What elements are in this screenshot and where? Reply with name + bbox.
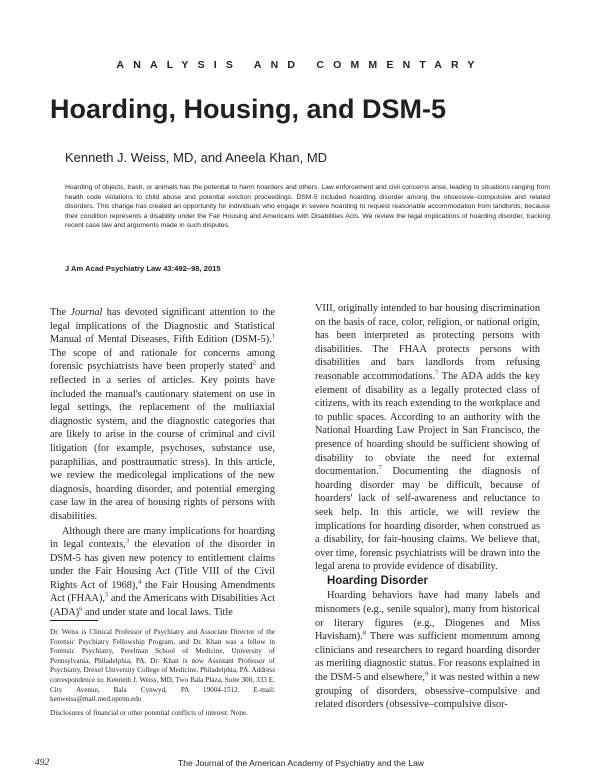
- article-abstract: Hoarding of objects, trash, or animals has the potential to harm hoarders and others. Law enforcement and civil concerns arise, leading to situations ranging from health code violations to child abuse and potential eviction proceedings. DSM-5 included hoarding disorder among the obsessive–compulsive and related disorders. This change has created an opportunity for individuals who engage in severe hoarding to request reasonable accommodation from landlords, because their condition represents a disability under the Fair Housing and Americans with Disabilities Acts. We review the legal implications of hoarding disorder, tracking recent case law and arguments made in such disputes.: [65, 184, 550, 229]
- body-paragraph-2-part-1: Although there are many implications for hoarding in legal contexts,$^3$ the elevation of the disorder in DSM-5 has given new potency to entitlement claims under the Fair Housing Act (Title VIII of the Civil Rights Act of 1968),$^4$ the Fair Housing Amendments Act (FHAA),$^5$ and the Americans with Disabilities Act (ADA)$^6$ and under state and local laws. Title: [50, 525, 276, 619]
- body-paragraph-2-part-2: VIII, originally intended to bar housing discrimination on the basis of race, color, religion, or national origin, has been interpreted as protecting persons with disabilities. The FHAA protects persons with disabilities and bars landlords from refusing reasonable accommodations.$^7$ The ADA adds the key element of disability as a legally protected class of citizens, with its reach extending to the workplace and to public spaces. According to an authority with the National Hoarding Law Project in San Francisco, the presence of hoarding should be sufficient showing of disability to obviate the need for external documentation.$^7$ Documenting the diagnosis of hoarding disorder may be difficult, because of hoarders' lack of self-awareness and reluctance to seek help. In this article, we will review the implications for hoarding disorder, when construed as a disability, for fair-housing claims. We believe that, over time, forensic psychiatrists will be drawn into the legal arena to provide evidence of disability.: [315, 303, 540, 573]
- body-paragraph-3: Hoarding behaviors have had many labels and misnomers (e.g., senile squalor), many from historical or literary figures (e.g., Diogenes and Miss Havisham).$^8$ There was sufficient momentum among clinicians and researchers to regard hoarding disorder as meriting diagnostic status. For reasons explained in the DSM-5 and elsewhere,$^9$ it was nested within a new grouping of disorders, obsessive–compulsive and related disorders (obsessive–compulsive disor-: [315, 590, 540, 711]
- body-column-right: [315, 302, 540, 712]
- section-label: ANALYSIS AND COMMENTARY: [116, 59, 484, 71]
- reference-marker: 7: [435, 369, 439, 377]
- journal-name-italic: Journal: [70, 307, 103, 318]
- reference-marker: 1: [271, 332, 275, 340]
- body-column-left: [50, 306, 275, 620]
- footnotes: [50, 628, 275, 718]
- reference-marker: 9: [424, 670, 429, 678]
- running-footer-journal: The Journal of the American Academy of Psychiatry and the Law: [178, 758, 425, 768]
- author-affiliation-note: Dr. Weiss is Clinical Professor of Psychiatry and Associate Director of the Forensic Psychiatry Fellowship Program, and Dr. Khan was a fellow in Forensic Psychiatry, Perelman School of Medicine, University of Pennsylvania, Philadelphia, PA. Dr. Khan is now Assistant Professor of Psychiatry, Drexel University College of Medicine, Philadelphia, PA. Address correspondence to: Kenneth J. Weiss, MD, Two Bala Plaza, Suite 300, 333 E. City Avenue, Bala Cynwyd, PA 19004-1512. E-mail: kenweiss@mail.med.upenn.edu: [50, 628, 275, 704]
- reference-marker: 7: [378, 464, 383, 472]
- reference-marker: 4: [137, 578, 142, 586]
- disclosure-note: Disclosures of financial or other potential conflicts of interest: None.: [50, 708, 248, 717]
- reference-marker: 3: [125, 537, 130, 545]
- reference-marker: 5: [104, 592, 109, 600]
- reference-marker: 8: [362, 629, 367, 637]
- body-paragraph-1: The Journal has devoted significant attention to the legal implications of the Diagnostic and Statistical Manual of Mental Diseases, Fifth Edition (DSM-5).$^1$ The scope of and rationale for concerns among forensic psychiatrists have been properly stated$^2$ and reflected in a series of articles. Key points have included the manual's cautionary statement on use in legal settings, the replacement of the multiaxial diagnostic system, and the diagnostic categories that are likely to arise in the course of criminal and civil litigation (for example, psychoses, substance use, paraphilias, and posttraumatic stress). In this article, we review the medicolegal implications of the new diagnosis, hoarding disorder, and potential emerging case law in the area of housing rights of persons with disabilities.: [50, 307, 275, 522]
- article-authors: Kenneth J. Weiss, MD, and Aneela Khan, MD: [65, 150, 328, 165]
- section-heading-hoarding-disorder: Hoarding Disorder: [327, 574, 428, 587]
- article-citation: J Am Acad Psychiatry Law 43:492–98, 2015: [65, 264, 221, 273]
- article-title: Hoarding, Housing, and DSM-5: [50, 94, 446, 124]
- reference-marker: 6: [79, 605, 83, 613]
- footnote-divider: [50, 620, 98, 621]
- reference-marker: 2: [252, 359, 257, 367]
- page-number: 492: [35, 758, 50, 768]
